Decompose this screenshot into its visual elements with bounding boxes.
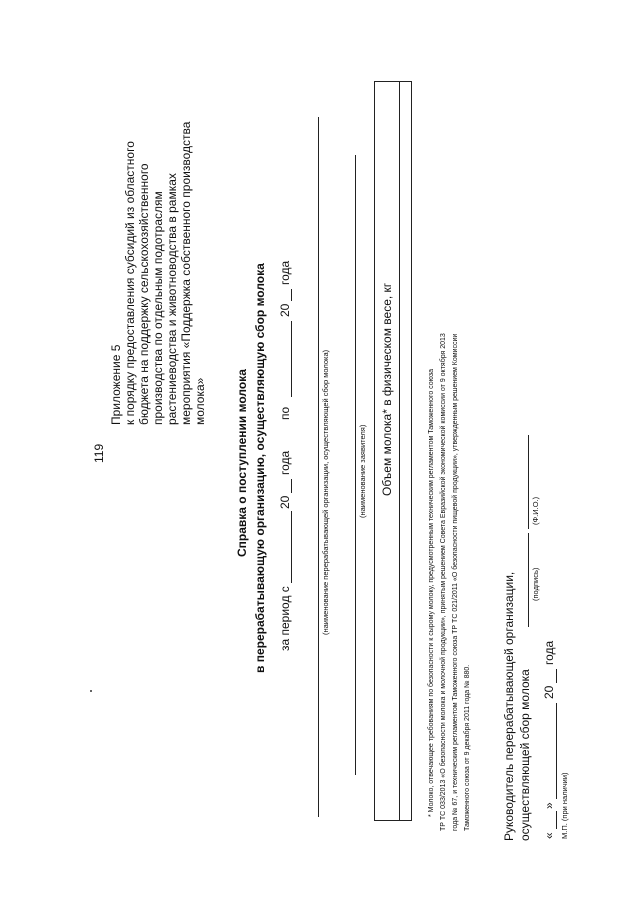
signature-title-line2: осуществляющей сбор молока	[518, 669, 532, 841]
period-word-year: года	[278, 450, 292, 475]
date-month-blank	[556, 703, 557, 799]
period-year-blank-end	[291, 289, 292, 301]
page-number: 119	[92, 443, 106, 463]
signature-caption: (подпись)	[531, 567, 540, 601]
footnote-line: * Молоко, отвечающее требованиям по безопасности к сырому молоку, предусмотренным техническим регламентом Таможенного союза	[428, 368, 435, 817]
signature-blank	[528, 533, 529, 627]
footnote-line: года № 67, и техническим регламентом Таможенного союза ТР ТС 021/2011 «О безопасности пищевой продукции», утвержденным решением Комиссии	[452, 333, 459, 831]
fio-blank	[528, 435, 529, 529]
period-year-prefix: 20	[278, 495, 292, 509]
fio-caption: (Ф.И.О.)	[531, 496, 540, 525]
appendix-line: производства по отдельным подотраслям	[151, 191, 165, 425]
appendix-line: молока»	[193, 377, 207, 425]
period-word-year-end: года	[278, 260, 292, 285]
signature-title-line1: Руководитель перерабатывающей организации,	[502, 571, 516, 841]
date-open-quote: «	[542, 832, 556, 839]
period-year-blank	[291, 479, 292, 493]
volume-table	[374, 81, 400, 821]
appendix-line: к порядку предоставления субсидий из областного	[123, 141, 137, 425]
date-word-year: года	[542, 640, 556, 665]
period-end-blank	[291, 321, 292, 397]
org-caption: (наименование перерабатывающей организации, осуществляющей сбор молока)	[321, 349, 330, 635]
appendix-block	[109, 122, 207, 425]
appendix-line: растениеводства и животноводства в рамках	[165, 173, 179, 425]
period-year-prefix-end: 20	[278, 303, 292, 317]
org-name-line	[318, 117, 319, 817]
date-year-prefix: 20	[542, 685, 556, 699]
heading-line2: в перерабатывающую организацию, осуществляющую сбор молока	[253, 263, 267, 673]
footnote-line: Таможенного союза от 9 декабря 2011 года № 880.	[464, 664, 471, 831]
appendix-line: мероприятия «Поддержка собственного производства	[179, 121, 193, 425]
applicant-caption: (наименование заявителя)	[358, 424, 367, 518]
appendix-title: Приложение 5	[109, 344, 123, 425]
footnote	[426, 333, 474, 831]
stamp-label: М.П. (при наличии)	[560, 772, 569, 839]
scan-dot	[90, 690, 92, 692]
table-header-cell: Объем молока* в физическом весе, кг	[380, 282, 394, 496]
period-word-to: по	[278, 406, 292, 420]
footnote-line: ТР ТС 033/2013 «О безопасности молока и молочной продукции», принятым решением Совета Евразийской экономической комиссии от 9 октября 2013	[440, 333, 447, 831]
heading-line1: Справка о поступлении молока	[235, 369, 249, 557]
applicant-name-line	[355, 155, 356, 775]
date-close-quote: »	[542, 802, 556, 809]
appendix-line: бюджета на поддержку сельскохозяйственного	[137, 163, 151, 425]
date-day-blank	[556, 811, 557, 829]
date-year-blank	[556, 669, 557, 683]
period-prefix: за период с	[278, 586, 292, 651]
period-start-blank	[291, 511, 292, 583]
table-value-row	[400, 81, 412, 821]
